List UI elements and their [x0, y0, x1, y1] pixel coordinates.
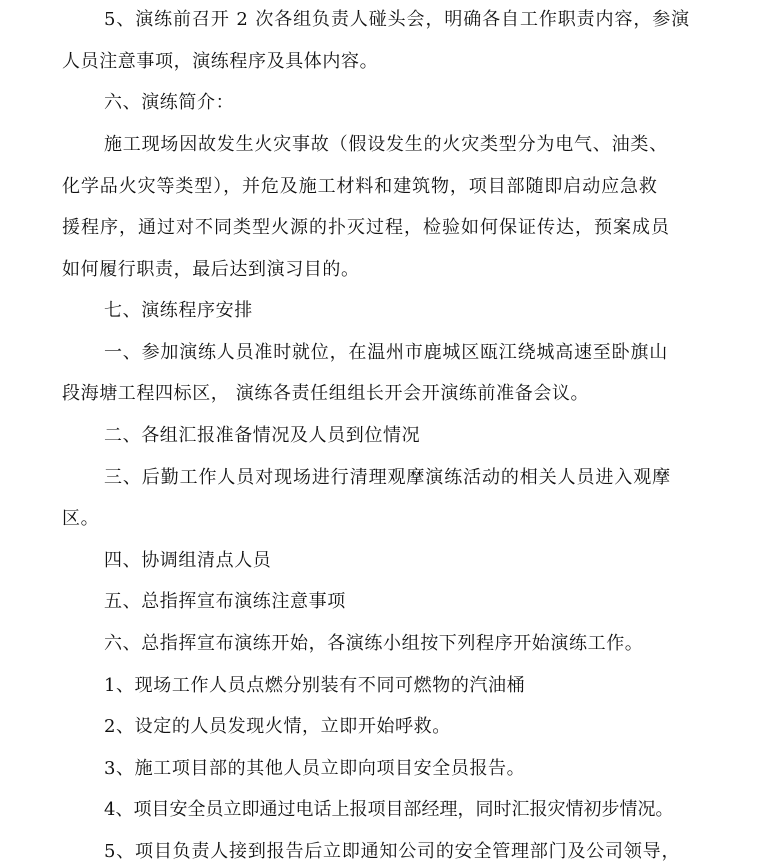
list-item-1: 1、现场工作人员点燃分别装有不同可燃物的汽油桶 [104, 675, 526, 696]
paragraph-line-6: 援程序，通过对不同类型火源的扑灭过程，检验如何保证传达，预案成员 [62, 217, 670, 238]
paragraph-line-13: 区。 [62, 508, 100, 529]
paragraph-line-11: 二、各组汇报准备情况及人员到位情况 [104, 425, 421, 446]
paragraph-line-4: 施工现场因故发生火灾事故（假设发生的火灾类型分为电气、油类、 [104, 134, 668, 155]
list-item-4: 4、项目安全员立即通过电话上报项目部经理，同时汇报灾情初步情况。 [104, 799, 674, 820]
paragraph-line-9: 一、参加演练人员准时就位，在温州市鹿城区瓯江绕城高速至卧旗山 [104, 342, 668, 363]
paragraph-line-1: 5、演练前召开 2 次各组负责人碰头会，明确各自工作职责内容，参演 [104, 9, 691, 30]
section-heading-drill-intro: 六、演练简介： [104, 92, 235, 113]
paragraph-line-2: 人员注意事项，演练程序及具体内容。 [62, 51, 379, 72]
list-item-2: 2、设定的人员发现火情，立即开始呼救。 [104, 716, 451, 737]
paragraph-line-5: 化学品火灾等类型），并危及施工材料和建筑物，项目部随即启动应急救 [62, 176, 658, 197]
list-item-5: 5、项目负责人接到报告后立即通知公司的安全管理部门及公司领导， [104, 841, 681, 862]
paragraph-line-15: 五、总指挥宣布演练注意事项 [104, 591, 346, 612]
paragraph-line-10: 段海塘工程四标区， 演练各责任组组长开会开演练前准备会议。 [62, 383, 590, 404]
section-heading-drill-procedure: 七、演练程序安排 [104, 300, 253, 321]
paragraph-line-12: 三、后勤工作人员对现场进行清理观摩演练活动的相关人员进入观摩 [104, 467, 671, 488]
paragraph-line-7: 如何履行职责，最后达到演习目的。 [62, 259, 360, 280]
paragraph-line-14: 四、协调组清点人员 [104, 550, 272, 571]
list-item-3: 3、施工项目部的其他人员立即向项目安全员报告。 [104, 758, 526, 779]
paragraph-line-16: 六、总指挥宣布演练开始，各演练小组按下列程序开始演练工作。 [104, 633, 644, 654]
